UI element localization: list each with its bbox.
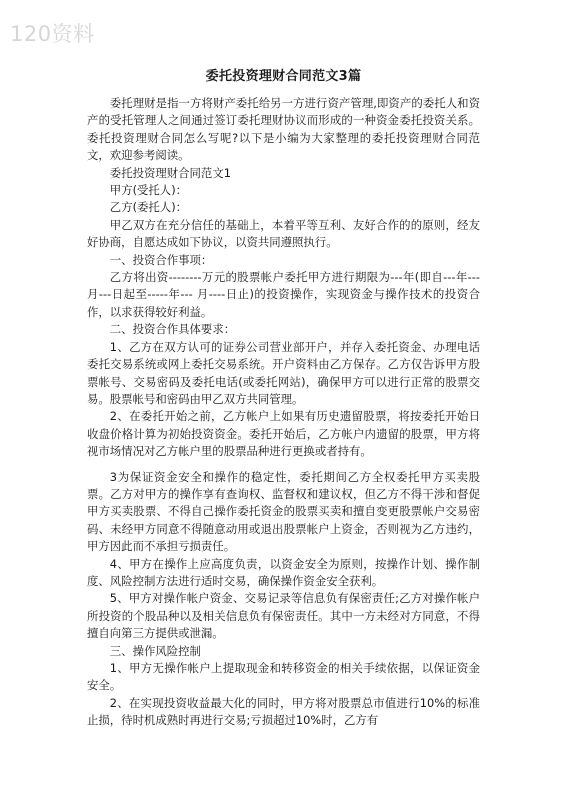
- watermark-logo: 120资料: [10, 22, 95, 46]
- paragraph: 3为保证资金安全和操作的稳定性，委托期间乙方全权委托甲方买卖股票。乙方对甲方的操作享有查询权、监督权和建议权，但乙方不得干涉和督促甲方买卖股票、不得自己操作委托资金的股票买卖和擅自变更股票帐户交易密码、未经甲方同意不得随意动用或退出股票帐户上资金，否则视为乙方违约，甲方因此而不承担亏损责任。: [87, 469, 480, 554]
- paragraph: 4、甲方在操作上应高度负责，以资金安全为原则，按操作计划、操作制度、风险控制方法进行适时交易，确保操作资金安全获利。: [87, 556, 480, 588]
- paragraph: 三、操作风险控制: [109, 643, 201, 658]
- paragraph: 委托理财是指一方将财产委托给另一方进行资产管理,即资产的委托人和资产的受托管理人之间通过签订委托理财协议而形成的一种资金委托投资关系。委托投资理财合同怎么写呢?以下是小编为大家整理的委托投资理财合同范文，欢迎参考阅读。: [87, 96, 480, 163]
- paragraph: 2、在委托开始之前，乙方帐户上如果有历史遗留股票，将按委托开始日收盘价格计算为初始投资资金。委托开始后，乙方帐户内遗留的股票，甲方将视市场情况对乙方帐户里的股票品种进行更换或者持有。: [87, 409, 480, 459]
- paragraph-list: [87, 95, 480, 730]
- paragraph: 乙方将出资--------万元的股票帐户委托甲方进行期限为---年(即自---年---月---日起至-----年--- 月----日止)的投资操作，实现资金与操作技术的投资合作，以求获得较好利益。: [87, 270, 480, 319]
- paragraph: 委托投资理财合同范文1: [109, 165, 231, 180]
- paragraph: 甲乙双方在充分信任的基础上，本着平等互利、友好合作的的原则，经友好协商，自愿达成如下协议，以资共同遵照执行。: [87, 217, 480, 250]
- paragraph: 乙方(委托人)：: [109, 200, 188, 215]
- paragraph: 2、在实现投资收益最大化的同时，甲方将对股票总市值进行10%的标准止损，待时机成熟时再进行交易;亏损超过10%时，乙方有: [87, 695, 480, 728]
- paragraph: 二、投资合作具体要求：: [109, 322, 236, 337]
- paragraph: 一、投资合作事项：: [109, 252, 213, 267]
- paragraph: 1、甲方无操作帐户上提取现金和转移资金的相关手续依据，以保证资金安全。: [87, 661, 480, 693]
- paragraph: 甲方(受托人)：: [109, 183, 188, 198]
- paragraph: 1、乙方在双方认可的证券公司营业部开户，并存入委托资金、办理电话委托交易系统或网上委托交易系统。开户资料由乙方保存。乙方仅告诉甲方股票帐号、交易密码及委托电话(或委托网站)，确保甲方可以进行正常的股票交易。股票帐号和密码由甲乙双方共同管理。: [87, 339, 480, 406]
- document-title: 委托投资理财合同范文3篇: [205, 69, 362, 84]
- paragraph: 5、甲方对操作帐户资金、交易记录等信息负有保密责任;乙方对操作帐户所投资的个股品种以及相关信息负有保密责任。其中一方未经对方同意，不得擅自向第三方提供或泄漏。: [87, 591, 480, 641]
- document-body: [87, 68, 480, 730]
